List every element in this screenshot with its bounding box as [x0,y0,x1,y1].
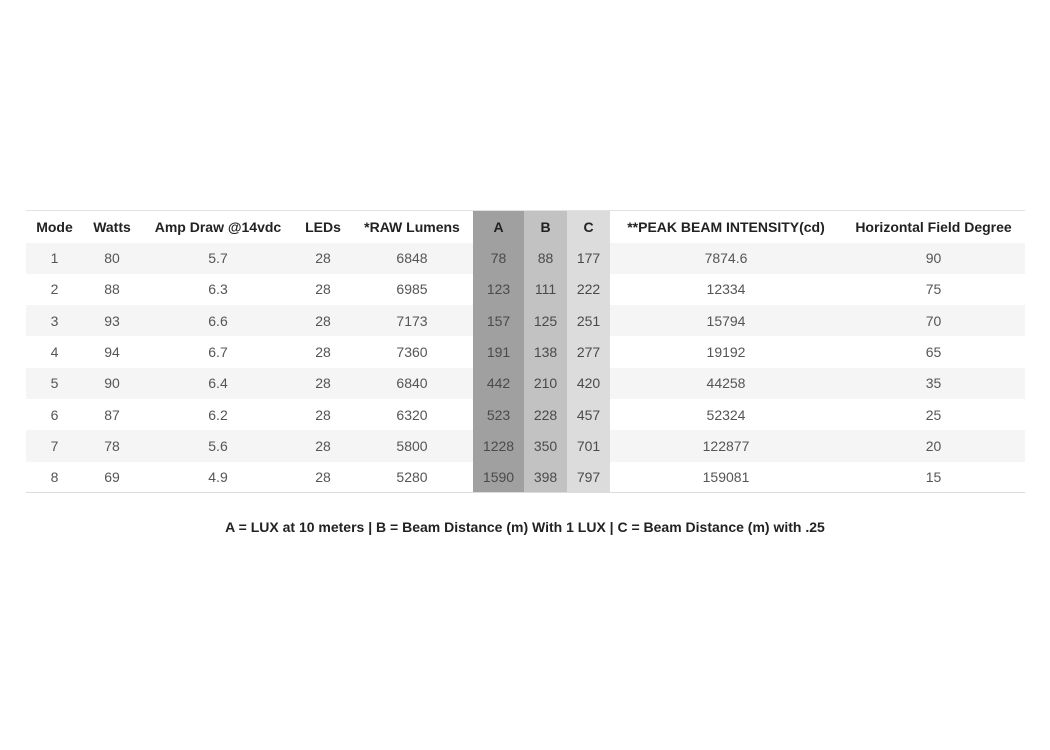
table-row [26,243,1025,274]
header-peak-beam-intensity: **PEAK BEAM INTENSITY(cd) [627,218,825,235]
cell-peak-beam-intensity: 44258 [610,368,842,399]
header-b: B [524,211,567,243]
cell-leds: 28 [295,430,351,461]
table-row [26,274,1025,305]
header-raw-lumens: *RAW Lumens [364,218,460,235]
cell-peak-beam-intensity: 7874.6 [610,243,842,274]
cell-b: 138 [524,336,567,367]
cell-a: 191 [473,336,524,367]
cell-watts: 80 [83,243,141,274]
cell-horizontal-field-degree: 15 [842,462,1025,493]
cell-b: 88 [524,243,567,274]
cell-amp-draw: 5.7 [141,243,295,274]
cell-raw-lumens: 6320 [351,399,473,430]
cell-leds: 28 [295,399,351,430]
cell-peak-beam-intensity: 12334 [610,274,842,305]
cell-horizontal-field-degree: 70 [842,305,1025,336]
cell-b: 125 [524,305,567,336]
cell-horizontal-field-degree: 35 [842,368,1025,399]
cell-mode: 7 [26,430,83,461]
cell-leds: 28 [295,336,351,367]
cell-leds: 28 [295,462,351,493]
cell-raw-lumens: 5280 [351,462,473,493]
cell-watts: 94 [83,336,141,367]
cell-peak-beam-intensity: 19192 [610,336,842,367]
cell-raw-lumens: 7360 [351,336,473,367]
header-c: C [567,211,610,243]
cell-c: 797 [567,462,610,493]
table-row [26,368,1025,399]
cell-raw-lumens: 6985 [351,274,473,305]
cell-a: 123 [473,274,524,305]
cell-c: 457 [567,399,610,430]
cell-leds: 28 [295,243,351,274]
cell-c: 177 [567,243,610,274]
cell-a: 1228 [473,430,524,461]
header-amp-draw: Amp Draw @14vdc [154,218,282,235]
cell-leds: 28 [295,274,351,305]
cell-horizontal-field-degree: 75 [842,274,1025,305]
cell-mode: 1 [26,243,83,274]
cell-amp-draw: 4.9 [141,462,295,493]
cell-c: 222 [567,274,610,305]
cell-amp-draw: 6.3 [141,274,295,305]
cell-horizontal-field-degree: 65 [842,336,1025,367]
cell-amp-draw: 6.6 [141,305,295,336]
cell-b: 398 [524,462,567,493]
table-row [26,336,1025,367]
cell-mode: 8 [26,462,83,493]
cell-raw-lumens: 6840 [351,368,473,399]
header-a: A [473,211,524,243]
cell-b: 210 [524,368,567,399]
cell-raw-lumens: 5800 [351,430,473,461]
table-row [26,462,1025,493]
header-horizontal-field-degree: Horizontal Field Degree [855,218,1012,235]
cell-watts: 88 [83,274,141,305]
cell-mode: 2 [26,274,83,305]
table-row [26,305,1025,336]
header-row [26,211,1025,243]
table-row [26,430,1025,461]
cell-amp-draw: 6.2 [141,399,295,430]
cell-horizontal-field-degree: 90 [842,243,1025,274]
cell-watts: 69 [83,462,141,493]
cell-amp-draw: 5.6 [141,430,295,461]
cell-a: 157 [473,305,524,336]
header-watts: Watts [93,218,131,235]
cell-horizontal-field-degree: 25 [842,399,1025,430]
cell-c: 420 [567,368,610,399]
cell-watts: 78 [83,430,141,461]
cell-b: 350 [524,430,567,461]
cell-watts: 87 [83,399,141,430]
cell-mode: 4 [26,336,83,367]
cell-peak-beam-intensity: 52324 [610,399,842,430]
cell-amp-draw: 6.4 [141,368,295,399]
cell-mode: 5 [26,368,83,399]
cell-c: 701 [567,430,610,461]
cell-a: 78 [473,243,524,274]
header-leds: LEDs [305,218,341,235]
cell-peak-beam-intensity: 15794 [610,305,842,336]
cell-a: 523 [473,399,524,430]
cell-b: 228 [524,399,567,430]
cell-horizontal-field-degree: 20 [842,430,1025,461]
table-row [26,399,1025,430]
legend-footnote: A = LUX at 10 meters | B = Beam Distance (m) With 1 LUX | C = Beam Distance (m) with .25 [225,519,825,535]
cell-leds: 28 [295,368,351,399]
cell-raw-lumens: 6848 [351,243,473,274]
header-mode: Mode [36,218,73,235]
cell-b: 111 [524,274,567,305]
cell-mode: 6 [26,399,83,430]
cell-leds: 28 [295,305,351,336]
cell-c: 277 [567,336,610,367]
cell-a: 1590 [473,462,524,493]
cell-watts: 90 [83,368,141,399]
cell-watts: 93 [83,305,141,336]
cell-peak-beam-intensity: 159081 [610,462,842,493]
cell-mode: 3 [26,305,83,336]
spec-table [26,210,1025,493]
cell-raw-lumens: 7173 [351,305,473,336]
cell-a: 442 [473,368,524,399]
cell-c: 251 [567,305,610,336]
cell-peak-beam-intensity: 122877 [610,430,842,461]
cell-amp-draw: 6.7 [141,336,295,367]
